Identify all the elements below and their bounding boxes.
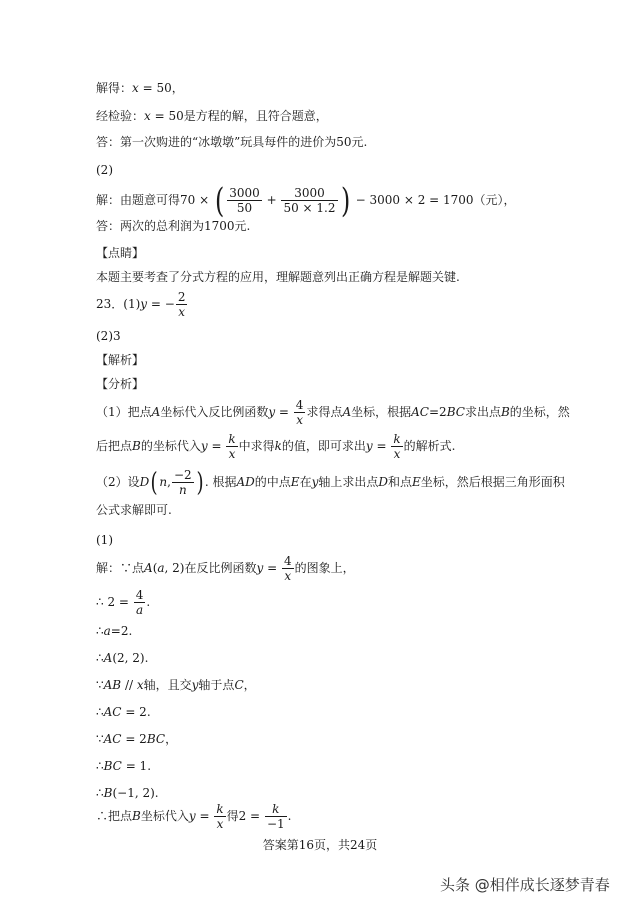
text: (2, 2). — [112, 651, 149, 665]
page-footer: 答案第16页，共24页 — [262, 838, 378, 852]
math-var: y — [365, 439, 373, 453]
fraction — [176, 290, 188, 319]
analysis-line — [96, 396, 570, 428]
math-var: x — [132, 81, 139, 95]
fraction — [214, 802, 225, 831]
text: 解：由题意可得70 × — [96, 193, 213, 207]
denominator: x — [296, 413, 303, 427]
math-var: AB — [103, 678, 122, 692]
text: = — [372, 439, 391, 453]
math-var: B — [132, 809, 141, 823]
text: 坐标，然后根据三角形面积 — [420, 475, 565, 489]
text: 解：∵点 — [96, 561, 145, 575]
math-var: AC — [103, 705, 122, 719]
math-var: A — [151, 405, 161, 419]
math-var: AC — [411, 405, 429, 419]
math-var: C — [234, 678, 244, 692]
text: ∴ — [96, 759, 104, 773]
text: 的值，即可求出 — [281, 439, 366, 453]
denominator: x — [216, 817, 224, 831]
math-var: D — [139, 475, 150, 489]
text: (−1, 2). — [112, 786, 159, 800]
fraction — [265, 802, 287, 831]
text: = — [275, 405, 293, 419]
analysis-line — [96, 464, 565, 500]
math-var: y — [188, 809, 196, 823]
text: 求出点 — [464, 405, 501, 419]
denominator: x — [284, 569, 292, 583]
math-var: BC — [146, 732, 166, 746]
denominator: 50 — [236, 201, 253, 215]
text: . 根据 — [204, 475, 237, 489]
fraction — [172, 468, 194, 497]
text: 中求得 — [238, 439, 275, 453]
numerator: k — [265, 802, 287, 817]
math-var: D — [378, 475, 388, 489]
equation-line — [96, 180, 516, 220]
math-var: AC — [103, 732, 122, 746]
text: 解得： — [96, 81, 133, 95]
denominator: −1 — [266, 817, 285, 831]
solution-line — [96, 586, 150, 618]
solution-line — [96, 552, 355, 584]
text-line: 答：第一次购进的“冰墩墩”玩具每件的进价为50元. — [96, 135, 368, 149]
watermark: 头条 @相伴成长逐梦青春 — [440, 876, 610, 894]
text: ∴ — [96, 786, 104, 800]
math-var: E — [290, 475, 300, 489]
text: = 1. — [121, 759, 152, 773]
math-var: y — [200, 439, 208, 453]
text: , 2)在反比例函数 — [164, 561, 257, 575]
text: （1）把点 — [96, 405, 152, 419]
numerator: 4 — [135, 588, 144, 602]
text: 经检验： — [96, 109, 145, 123]
text: 的坐标代入 — [140, 439, 201, 453]
text: 轴上求出点 — [318, 475, 379, 489]
text: 轴于点 — [198, 678, 235, 692]
numerator: 4 — [295, 398, 304, 412]
solution-line — [96, 731, 177, 747]
text: = 2. — [121, 705, 151, 719]
math-var: y — [268, 405, 276, 419]
numerator: 3000 — [229, 186, 260, 200]
analysis-line — [96, 430, 456, 462]
section-heading: 【解析】 — [96, 353, 145, 367]
text: ∴ — [96, 705, 104, 719]
text: 的图象上， — [294, 561, 355, 575]
text-line: 答：两次的总利润为1700元. — [96, 219, 251, 233]
solution-line — [96, 758, 151, 774]
numerator: k — [393, 432, 401, 446]
fraction — [294, 398, 306, 427]
math-var: B — [132, 439, 141, 453]
text: ， — [243, 678, 256, 692]
text-line: (2) — [96, 163, 113, 177]
math-var: y — [311, 475, 319, 489]
text: // — [121, 678, 137, 692]
math-var: E — [412, 475, 421, 489]
text: 坐标代入 — [140, 809, 189, 823]
numerator: k — [216, 802, 224, 816]
solution-line — [96, 800, 291, 832]
numerator: −2 — [173, 468, 192, 482]
text: ∴ 2 = — [96, 595, 133, 609]
text: , — [167, 475, 171, 489]
math-var: y — [191, 678, 199, 692]
text: 坐标，根据 — [351, 405, 412, 419]
math-var: n — [159, 475, 168, 489]
solution-line — [96, 623, 132, 639]
text: =2 — [429, 405, 447, 419]
denominator: n — [178, 483, 187, 497]
text: . — [287, 809, 292, 823]
text: = 50是方程的解，且符合题意， — [150, 109, 328, 123]
text: = 50， — [138, 81, 184, 95]
math-var: A — [103, 651, 113, 665]
denominator: x — [393, 447, 401, 461]
right-paren: ) — [196, 467, 204, 498]
text: 后把点 — [96, 439, 133, 453]
text: ∴把点 — [96, 809, 133, 823]
text: 求得点 — [306, 405, 343, 419]
section-heading: 【点睛】 — [96, 246, 145, 260]
text: + — [262, 193, 281, 207]
math-var: BC — [446, 405, 465, 419]
text-line — [96, 80, 184, 96]
math-var: a — [103, 624, 111, 638]
math-var: B — [500, 405, 510, 419]
math-var: a — [157, 561, 165, 575]
math-var: A — [144, 561, 153, 575]
text: ， — [165, 732, 178, 746]
text: （2）设 — [96, 475, 140, 489]
text-line: (2)3 — [96, 329, 121, 343]
left-paren: ( — [150, 467, 158, 498]
denominator: x — [178, 305, 186, 319]
denominator: 50 × 1.2 — [283, 201, 336, 215]
fraction — [281, 186, 337, 215]
solution-line — [96, 650, 148, 666]
text: ∵ — [96, 732, 104, 746]
fraction — [134, 588, 146, 617]
denominator: x — [228, 447, 236, 461]
text: = — [207, 439, 226, 453]
fraction — [227, 186, 262, 215]
text: = — [263, 561, 281, 575]
denominator: a — [136, 603, 144, 617]
math-var: B — [103, 786, 113, 800]
math-var: y — [256, 561, 264, 575]
fraction — [226, 432, 237, 461]
text: − 3000 × 2 = 1700（元）， — [351, 193, 516, 207]
text: ∴ — [96, 624, 104, 638]
fraction — [391, 432, 402, 461]
fraction — [282, 554, 294, 583]
text: 的中点 — [254, 475, 291, 489]
numerator: 3000 — [281, 186, 337, 201]
text: 的坐标，然 — [509, 405, 570, 419]
text-line: 公式求解即可. — [96, 503, 172, 517]
text-line — [96, 108, 328, 124]
text: ( — [152, 561, 158, 575]
left-paren: ( — [214, 180, 225, 221]
text: 的解析式. — [403, 439, 456, 453]
math-var: k — [274, 439, 282, 453]
text: . — [146, 595, 151, 609]
math-var: BC — [103, 759, 122, 773]
text: ∴ — [96, 651, 104, 665]
math-var: x — [144, 109, 151, 123]
math-var: AD — [236, 475, 255, 489]
text: 轴，且交 — [143, 678, 192, 692]
answer-line — [96, 288, 188, 320]
numerator: 2 — [177, 290, 186, 304]
text: =2. — [110, 624, 133, 638]
text: = — [195, 809, 214, 823]
math-var: A — [342, 405, 352, 419]
numerator: 4 — [283, 554, 292, 568]
text: 得2 = — [226, 809, 264, 823]
text-line: (1) — [96, 533, 113, 547]
text: 和点 — [388, 475, 413, 489]
text: 在 — [299, 475, 312, 489]
text: = − — [147, 297, 175, 311]
math-var: y — [140, 297, 148, 311]
solution-line — [96, 785, 159, 801]
math-var: x — [136, 678, 144, 692]
text: 23．(1) — [96, 297, 141, 311]
section-heading: 【分析】 — [96, 377, 145, 391]
text-line: 本题主要考查了分式方程的应用，理解题意列出正确方程是解题关键. — [96, 270, 460, 284]
numerator: k — [228, 432, 236, 446]
solution-line — [96, 704, 151, 720]
text: ∵ — [96, 678, 104, 692]
solution-line — [96, 677, 256, 693]
text: = 2 — [121, 732, 147, 746]
text: 坐标代入反比例函数 — [160, 405, 269, 419]
right-paren: ) — [340, 180, 350, 221]
